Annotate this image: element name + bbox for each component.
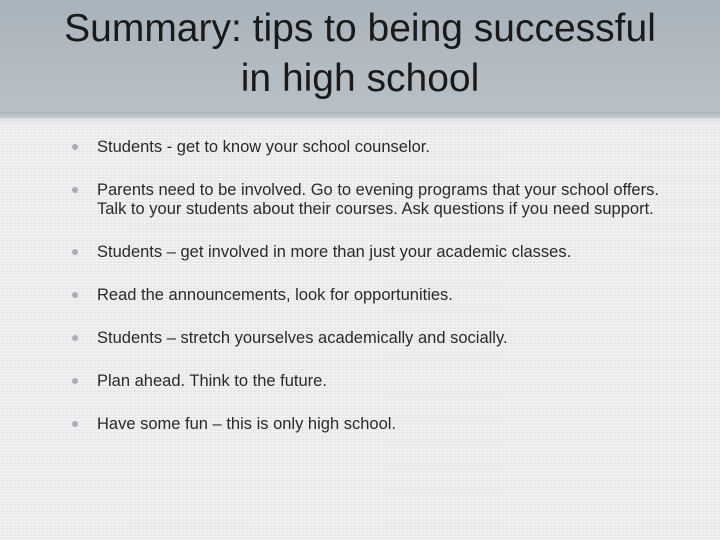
bullet-item [60,372,660,391]
bullet-item [60,415,660,434]
bullet-item [60,329,660,348]
bullet-text: Students - get to know your school counselor. [97,138,430,156]
bullet-dot-icon [72,249,78,255]
bullet-item [60,286,660,305]
bullet-dot-icon [72,144,78,150]
bullet-text: Have some fun – this is only high school. [97,415,396,433]
bullet-text: Students – stretch yourselves academically and socially. [97,329,508,347]
title-band-edge [0,112,720,126]
bullet-dot-icon [72,292,78,298]
bullet-dot-icon [72,421,78,427]
bullet-item [60,181,660,219]
bullet-dot-icon [72,335,78,341]
bullet-text: Read the announcements, look for opportunities. [97,286,453,304]
bullet-dot-icon [72,187,78,193]
bullet-text: Parents need to be involved. Go to evening programs that your school offers. Talk to your students about their courses. Ask questions if you need support. [97,181,659,218]
bullet-text: Students – get involved in more than just your academic classes. [97,243,572,261]
bullet-list [60,138,660,458]
bullet-item [60,243,660,262]
slide-title: Summary: tips to being successful in high school [64,7,656,100]
bullet-text: Plan ahead. Think to the future. [97,372,327,390]
bullet-dot-icon [72,378,78,384]
bullet-item [60,138,660,157]
